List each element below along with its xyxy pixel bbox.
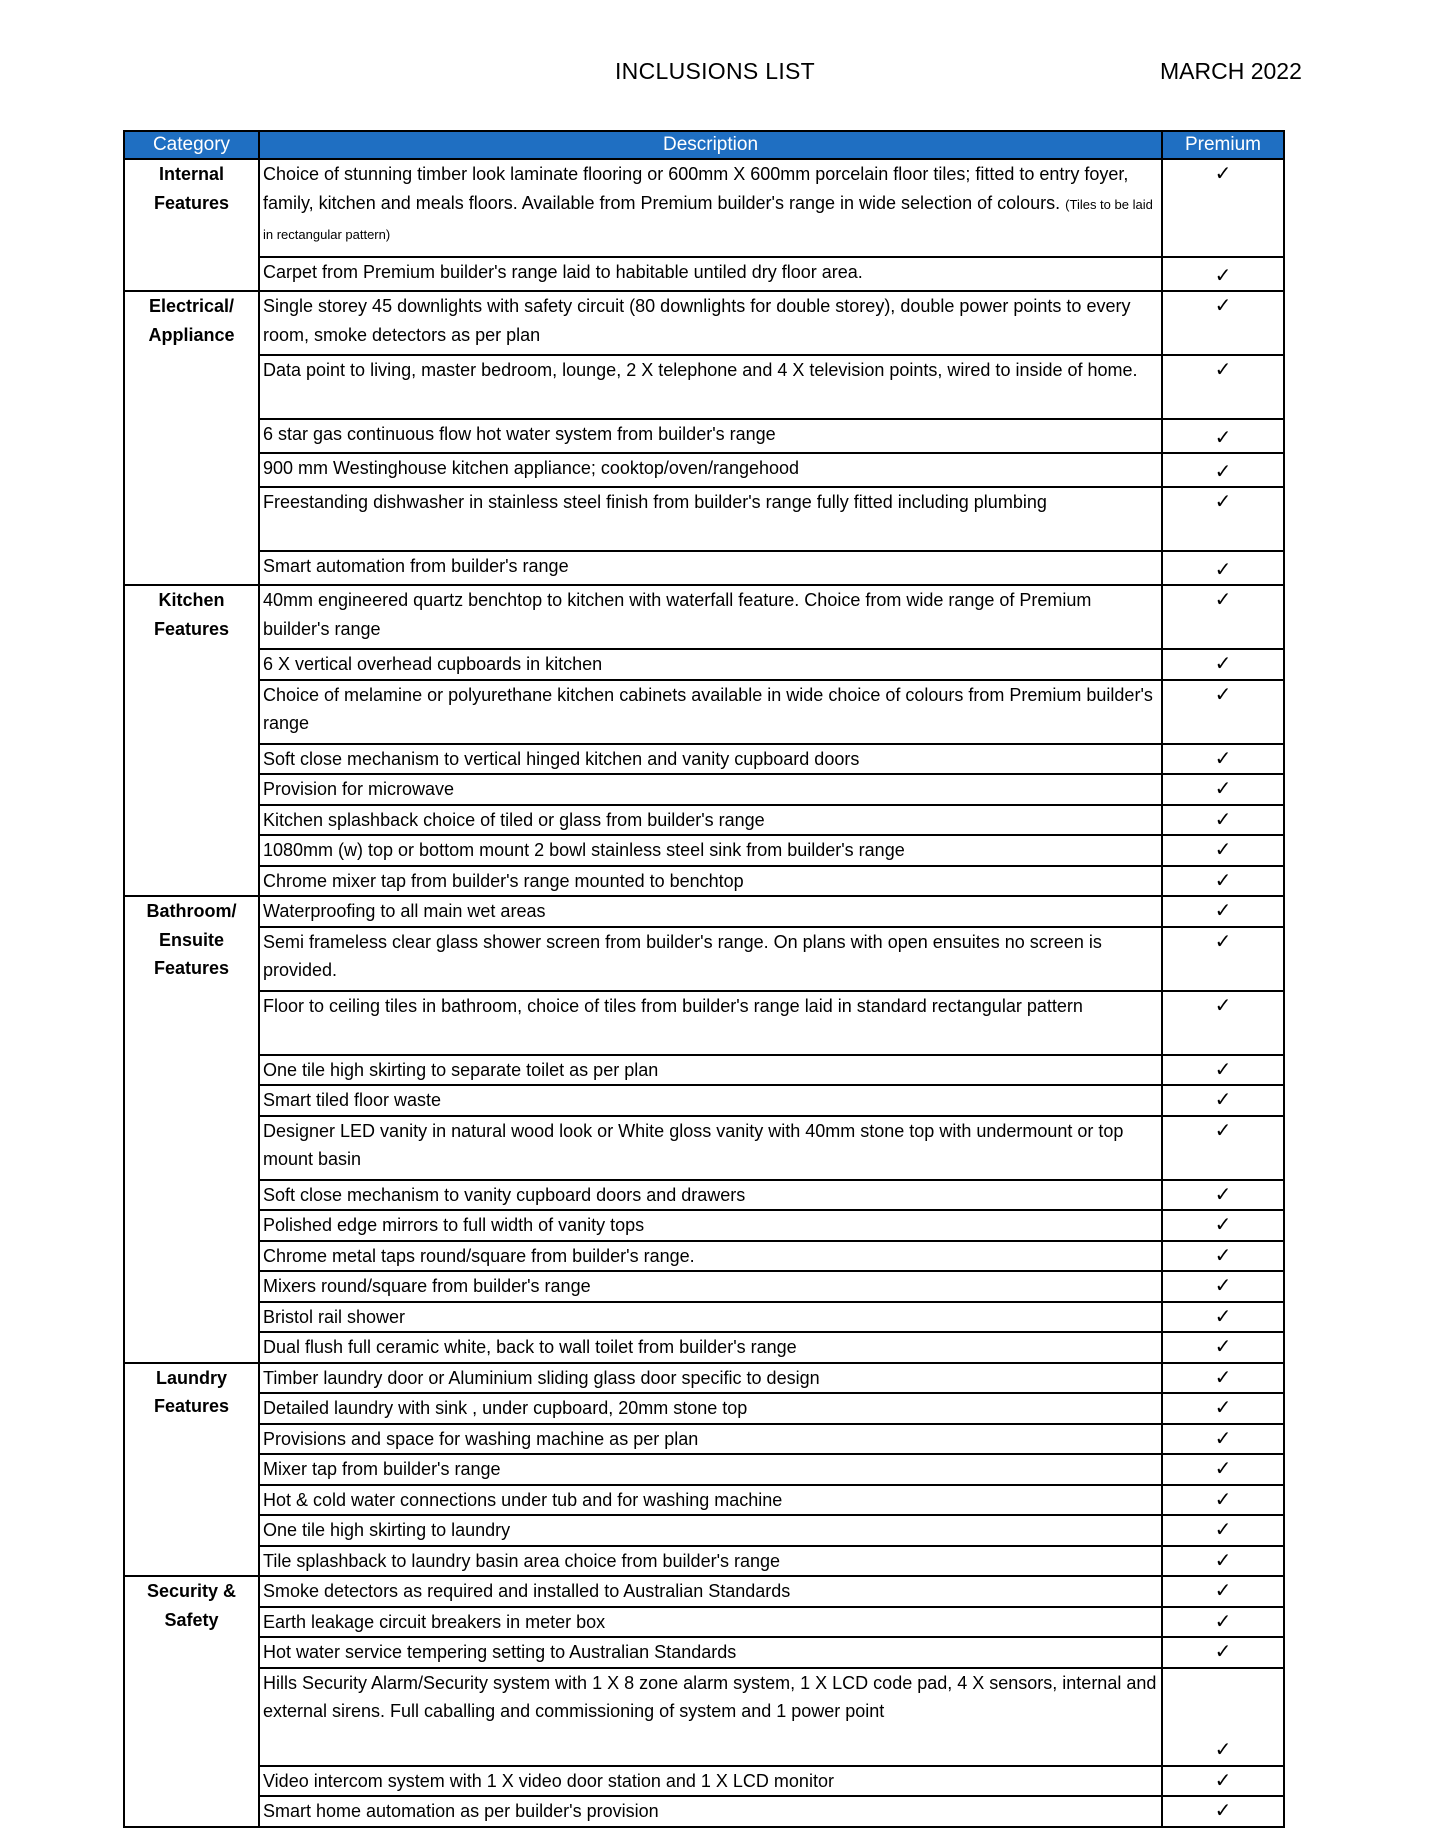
document-title: INCLUSIONS LIST [614, 58, 816, 84]
description-text: Hills Security Alarm/Security system with 1 X 8 zone alarm system, 1 X LCD code pad, 4 X sensors, internal and external sirens. Full caballing and commissioning of system and 1 power point [263, 1672, 1157, 1721]
description-cell [259, 1302, 1162, 1333]
checkmark-icon: ✓ [1162, 649, 1284, 680]
description-cell [259, 1210, 1162, 1241]
table-row [124, 1766, 1284, 1797]
inclusions-table [123, 130, 1285, 1828]
description-cell [259, 453, 1162, 487]
description-text: Provision for microwave [263, 779, 455, 799]
document-date: MARCH 2022 [1160, 58, 1302, 84]
description-cell [259, 1454, 1162, 1485]
table-row [124, 1637, 1284, 1668]
checkmark-icon: ✓ [1162, 551, 1284, 585]
table-row [124, 774, 1284, 805]
table-row [124, 1180, 1284, 1211]
checkmark-icon: ✓ [1162, 680, 1284, 744]
description-cell [259, 927, 1162, 991]
description-text: Provisions and space for washing machine as per plan [263, 1428, 699, 1449]
table-row [124, 355, 1284, 419]
description-cell [259, 1116, 1162, 1180]
table-body [124, 159, 1284, 1827]
description-text: Hot & cold water connections under tub and for washing machine [263, 1489, 783, 1510]
checkmark-icon: ✓ [1162, 805, 1284, 836]
description-cell [259, 1668, 1162, 1766]
description-text: Carpet from Premium builder's range laid to habitable untiled dry floor area. [263, 262, 863, 282]
table-row [124, 419, 1284, 453]
table-row [124, 453, 1284, 487]
description-text: 6 star gas continuous flow hot water system from builder's range [263, 424, 776, 444]
description-text: Designer LED vanity in natural wood look or White gloss vanity with 40mm stone top with undermount or top mount basin [263, 1120, 1124, 1169]
description-cell [259, 419, 1162, 453]
description-cell [259, 1332, 1162, 1363]
table-row [124, 1485, 1284, 1516]
description-cell [259, 1424, 1162, 1455]
table-row [124, 927, 1284, 991]
checkmark-icon: ✓ [1162, 1607, 1284, 1638]
description-cell [259, 1607, 1162, 1638]
table-row [124, 1576, 1284, 1607]
description-text: Video intercom system with 1 X video door station and 1 X LCD monitor [263, 1770, 834, 1791]
column-header-premium: Premium [1162, 131, 1284, 159]
table-row [124, 1116, 1284, 1180]
description-cell [259, 896, 1162, 927]
checkmark-icon: ✓ [1162, 1085, 1284, 1116]
description-cell [259, 649, 1162, 680]
table-row [124, 1424, 1284, 1455]
description-text: 6 X vertical overhead cupboards in kitchen [263, 654, 603, 674]
checkmark-icon: ✓ [1162, 866, 1284, 897]
description-text: One tile high skirting to laundry [263, 1520, 511, 1540]
category-cell: Security & Safety [124, 1576, 259, 1827]
description-cell [259, 1241, 1162, 1272]
checkmark-icon: ✓ [1162, 1363, 1284, 1394]
table-row [124, 744, 1284, 775]
description-text: Soft close mechanism to vertical hinged kitchen and vanity cupboard doors [263, 748, 860, 769]
checkmark-icon: ✓ [1162, 1454, 1284, 1485]
description-text: Dual flush full ceramic white, back to wall toilet from builder's range [263, 1337, 797, 1357]
description-cell [259, 159, 1162, 257]
description-cell [259, 1180, 1162, 1211]
description-cell [259, 1363, 1162, 1394]
description-text: Tile splashback to laundry basin area choice from builder's range [263, 1550, 781, 1571]
checkmark-icon: ✓ [1162, 1210, 1284, 1241]
checkmark-icon: ✓ [1162, 927, 1284, 991]
description-text: Timber laundry door or Aluminium sliding glass door specific to design [263, 1367, 820, 1388]
description-text: Waterproofing to all main wet areas [263, 901, 546, 921]
table-row [124, 1393, 1284, 1424]
category-cell: Internal Features [124, 159, 259, 291]
description-cell [259, 1796, 1162, 1827]
description-text: Bristol rail shower [263, 1306, 406, 1327]
description-cell [259, 1055, 1162, 1086]
description-text: Mixers round/square from builder's range [263, 1276, 591, 1296]
description-cell [259, 1546, 1162, 1577]
checkmark-icon: ✓ [1162, 1546, 1284, 1577]
table-row [124, 1796, 1284, 1827]
table-row [124, 680, 1284, 744]
description-text: Earth leakage circuit breakers in meter box [263, 1611, 606, 1632]
checkmark-icon: ✓ [1162, 1637, 1284, 1668]
description-text: Kitchen splashback choice of tiled or glass from builder's range [263, 809, 765, 830]
description-cell [259, 1637, 1162, 1668]
description-text: Smart automation from builder's range [263, 556, 569, 576]
description-cell [259, 774, 1162, 805]
description-cell [259, 551, 1162, 585]
checkmark-icon: ✓ [1162, 774, 1284, 805]
table-row [124, 1210, 1284, 1241]
table-row [124, 257, 1284, 291]
description-text: Mixer tap from builder's range [263, 1459, 501, 1479]
description-cell [259, 1515, 1162, 1546]
description-cell [259, 1085, 1162, 1116]
category-cell: Bathroom/ Ensuite Features [124, 896, 259, 1363]
checkmark-icon: ✓ [1162, 159, 1284, 257]
description-text: 1080mm (w) top or bottom mount 2 bowl stainless steel sink from builder's range [263, 840, 905, 860]
checkmark-icon: ✓ [1162, 835, 1284, 866]
checkmark-icon: ✓ [1162, 487, 1284, 551]
table-row [124, 1363, 1284, 1394]
description-cell [259, 257, 1162, 291]
description-cell [259, 1766, 1162, 1797]
description-text: Single storey 45 downlights with safety circuit (80 downlights for double storey), double power points to every room, smoke detectors as per plan [263, 296, 1131, 345]
checkmark-icon: ✓ [1162, 1271, 1284, 1302]
checkmark-icon: ✓ [1162, 744, 1284, 775]
description-cell [259, 585, 1162, 649]
description-note: (Tiles to be laid in rectangular pattern) [263, 196, 1153, 242]
description-cell [259, 991, 1162, 1055]
category-cell: Electrical/ Appliance [124, 291, 259, 585]
description-cell [259, 1576, 1162, 1607]
table-row [124, 896, 1284, 927]
checkmark-icon: ✓ [1162, 1576, 1284, 1607]
description-text: Chrome metal taps round/square from builder's range. [263, 1245, 695, 1266]
table-row [124, 1515, 1284, 1546]
description-cell [259, 1393, 1162, 1424]
description-cell [259, 680, 1162, 744]
checkmark-icon: ✓ [1162, 1766, 1284, 1797]
description-cell [259, 1271, 1162, 1302]
table-row [124, 1241, 1284, 1272]
description-text: Hot water service tempering setting to Australian Standards [263, 1642, 737, 1662]
table-row [124, 487, 1284, 551]
category-cell: Kitchen Features [124, 585, 259, 896]
table-row [124, 649, 1284, 680]
description-text: Soft close mechanism to vanity cupboard doors and drawers [263, 1184, 746, 1205]
description-cell [259, 487, 1162, 551]
checkmark-icon: ✓ [1162, 419, 1284, 453]
description-text: One tile high skirting to separate toilet as per plan [263, 1059, 659, 1080]
description-text: Detailed laundry with sink , under cupboard, 20mm stone top [263, 1398, 748, 1418]
table-row [124, 159, 1284, 257]
table-row [124, 1607, 1284, 1638]
checkmark-icon: ✓ [1162, 291, 1284, 355]
table-row [124, 1332, 1284, 1363]
description-text: Floor to ceiling tiles in bathroom, choice of tiles from builder's range laid in standard rectangular pattern [263, 995, 1083, 1016]
checkmark-icon: ✓ [1162, 1668, 1284, 1766]
checkmark-icon: ✓ [1162, 1485, 1284, 1516]
description-cell [259, 1485, 1162, 1516]
checkmark-icon: ✓ [1162, 1116, 1284, 1180]
table-row [124, 991, 1284, 1055]
checkmark-icon: ✓ [1162, 1055, 1284, 1086]
checkmark-icon: ✓ [1162, 1393, 1284, 1424]
checkmark-icon: ✓ [1162, 896, 1284, 927]
checkmark-icon: ✓ [1162, 585, 1284, 649]
table-row [124, 1055, 1284, 1086]
description-text: Choice of melamine or polyurethane kitchen cabinets available in wide choice of colours from Premium builder's range [263, 684, 1153, 733]
checkmark-icon: ✓ [1162, 355, 1284, 419]
table-row [124, 1271, 1284, 1302]
description-text: 900 mm Westinghouse kitchen appliance; cooktop/oven/rangehood [263, 458, 800, 478]
table-row [124, 1302, 1284, 1333]
checkmark-icon: ✓ [1162, 1796, 1284, 1827]
description-text: Smoke detectors as required and installed to Australian Standards [263, 1581, 791, 1601]
checkmark-icon: ✓ [1162, 1515, 1284, 1546]
table-row [124, 585, 1284, 649]
table-row [124, 1546, 1284, 1577]
description-cell [259, 291, 1162, 355]
checkmark-icon: ✓ [1162, 991, 1284, 1055]
table-row [124, 805, 1284, 836]
table-row [124, 551, 1284, 585]
description-text: Choice of stunning timber look laminate flooring or 600mm X 600mm porcelain floor tiles; fitted to entry foyer, family, kitchen and meals floors. Available from Premium builder's range in wide selection of colours. [263, 164, 1129, 213]
description-text: Polished edge mirrors to full width of vanity tops [263, 1215, 645, 1235]
checkmark-icon: ✓ [1162, 1302, 1284, 1333]
description-text: Freestanding dishwasher in stainless steel finish from builder's range fully fitted including plumbing [263, 492, 1047, 512]
checkmark-icon: ✓ [1162, 1332, 1284, 1363]
table-row [124, 1085, 1284, 1116]
checkmark-icon: ✓ [1162, 1424, 1284, 1455]
description-text: Smart tiled floor waste [263, 1090, 442, 1110]
description-text: Data point to living, master bedroom, lounge, 2 X telephone and 4 X television points, wired to inside of home. [263, 360, 1138, 380]
table-row [124, 291, 1284, 355]
description-cell [259, 355, 1162, 419]
checkmark-icon: ✓ [1162, 1241, 1284, 1272]
description-cell [259, 866, 1162, 897]
description-cell [259, 744, 1162, 775]
table-row [124, 1668, 1284, 1766]
table-row [124, 866, 1284, 897]
checkmark-icon: ✓ [1162, 257, 1284, 291]
category-cell: Laundry Features [124, 1363, 259, 1577]
table-header-row [124, 131, 1284, 159]
column-header-description: Description [259, 131, 1162, 159]
table-row [124, 835, 1284, 866]
description-text: Semi frameless clear glass shower screen from builder's range. On plans with open ensuites no screen is provided. [263, 931, 1102, 980]
description-cell [259, 805, 1162, 836]
description-cell [259, 835, 1162, 866]
description-text: 40mm engineered quartz benchtop to kitchen with waterfall feature. Choice from wide range of Premium builder's range [263, 590, 1092, 639]
checkmark-icon: ✓ [1162, 1180, 1284, 1211]
checkmark-icon: ✓ [1162, 453, 1284, 487]
column-header-category: Category [124, 131, 259, 159]
table-row [124, 1454, 1284, 1485]
description-text: Chrome mixer tap from builder's range mounted to benchtop [263, 870, 744, 891]
description-text: Smart home automation as per builder's provision [263, 1801, 659, 1821]
